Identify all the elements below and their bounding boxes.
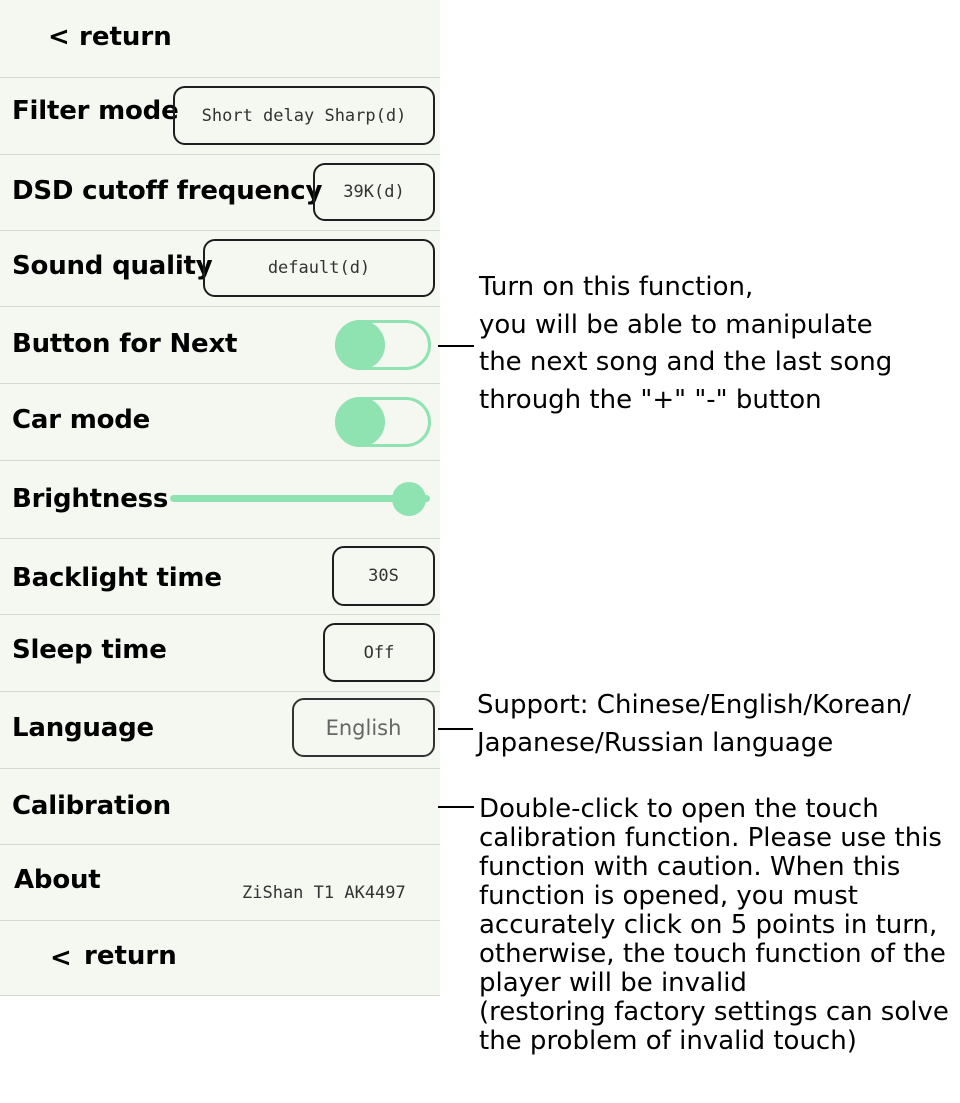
row-filter-mode	[0, 78, 440, 155]
backlight-time-select[interactable]: 30S	[332, 546, 435, 606]
sleep-time-select[interactable]: Off	[323, 623, 435, 682]
row-button-for-next	[0, 307, 440, 384]
language-label: Language	[12, 713, 154, 743]
return-label: return	[79, 22, 172, 52]
note-line: through the "+" "-" button	[479, 384, 822, 415]
sound-quality-label: Sound quality	[12, 251, 213, 281]
row-brightness	[0, 461, 440, 539]
note-line: accurately click on 5 points in turn,	[479, 910, 938, 940]
about-value: ZiShan T1 AK4497	[242, 883, 406, 903]
row-sleep-time	[0, 615, 440, 692]
note-line: the problem of invalid touch)	[479, 1026, 857, 1056]
row-car-mode	[0, 384, 440, 461]
note-line: function with caution. When this	[479, 852, 901, 882]
sleep-time-label: Sleep time	[12, 635, 167, 665]
brightness-slider-thumb[interactable]	[392, 482, 426, 516]
row-language	[0, 692, 440, 769]
filter-mode-select[interactable]: Short delay Sharp(d)	[173, 86, 435, 145]
dsd-cutoff-label: DSD cutoff frequency	[12, 176, 323, 206]
row-about[interactable]	[0, 845, 440, 921]
return-label: return	[84, 941, 177, 971]
backlight-time-label: Backlight time	[12, 563, 222, 593]
note-line: you will be able to manipulate	[479, 309, 873, 340]
return-button-top[interactable]	[0, 0, 440, 78]
note-line: Double-click to open the touch	[479, 794, 879, 824]
toggle-knob	[335, 320, 385, 370]
note-line: Japanese/Russian language	[477, 727, 834, 758]
return-button-bottom[interactable]	[0, 921, 440, 996]
button-for-next-toggle[interactable]	[335, 320, 431, 370]
note-line: function is opened, you must	[479, 881, 859, 911]
leader-line-language	[438, 728, 473, 730]
leader-line-calibration	[438, 806, 474, 808]
row-calibration[interactable]	[0, 769, 440, 845]
chevron-left-icon: <	[50, 943, 72, 973]
note-calibration	[479, 795, 949, 1056]
car-mode-label: Car mode	[12, 405, 151, 435]
language-select[interactable]: English	[292, 698, 435, 757]
note-line: otherwise, the touch function of the	[479, 939, 946, 969]
row-dsd-cutoff	[0, 155, 440, 231]
toggle-knob	[335, 397, 385, 447]
chevron-left-icon: <	[48, 22, 70, 52]
row-backlight-time	[0, 539, 440, 615]
note-line: Turn on this function,	[479, 272, 754, 302]
about-label: About	[14, 865, 101, 895]
filter-mode-label: Filter mode	[12, 96, 179, 126]
note-line: player will be invalid	[479, 968, 747, 998]
brightness-slider-track[interactable]	[170, 495, 430, 502]
leader-line-button-for-next	[438, 345, 474, 347]
sound-quality-select[interactable]: default(d)	[203, 239, 435, 297]
car-mode-toggle[interactable]	[335, 397, 431, 447]
settings-panel	[0, 0, 440, 996]
note-line: (restoring factory settings can solve	[479, 997, 949, 1027]
note-line: the next song and the last song	[479, 347, 893, 377]
note-line: Support: Chinese/English/Korean/	[477, 690, 912, 720]
button-for-next-label: Button for Next	[12, 329, 238, 359]
note-language	[477, 687, 911, 762]
calibration-label: Calibration	[12, 791, 171, 821]
dsd-cutoff-select[interactable]: 39K(d)	[313, 163, 435, 221]
note-line: calibration function. Please use this	[479, 823, 942, 853]
brightness-label: Brightness	[12, 484, 169, 514]
note-button-for-next	[479, 269, 892, 419]
row-sound-quality	[0, 231, 440, 307]
